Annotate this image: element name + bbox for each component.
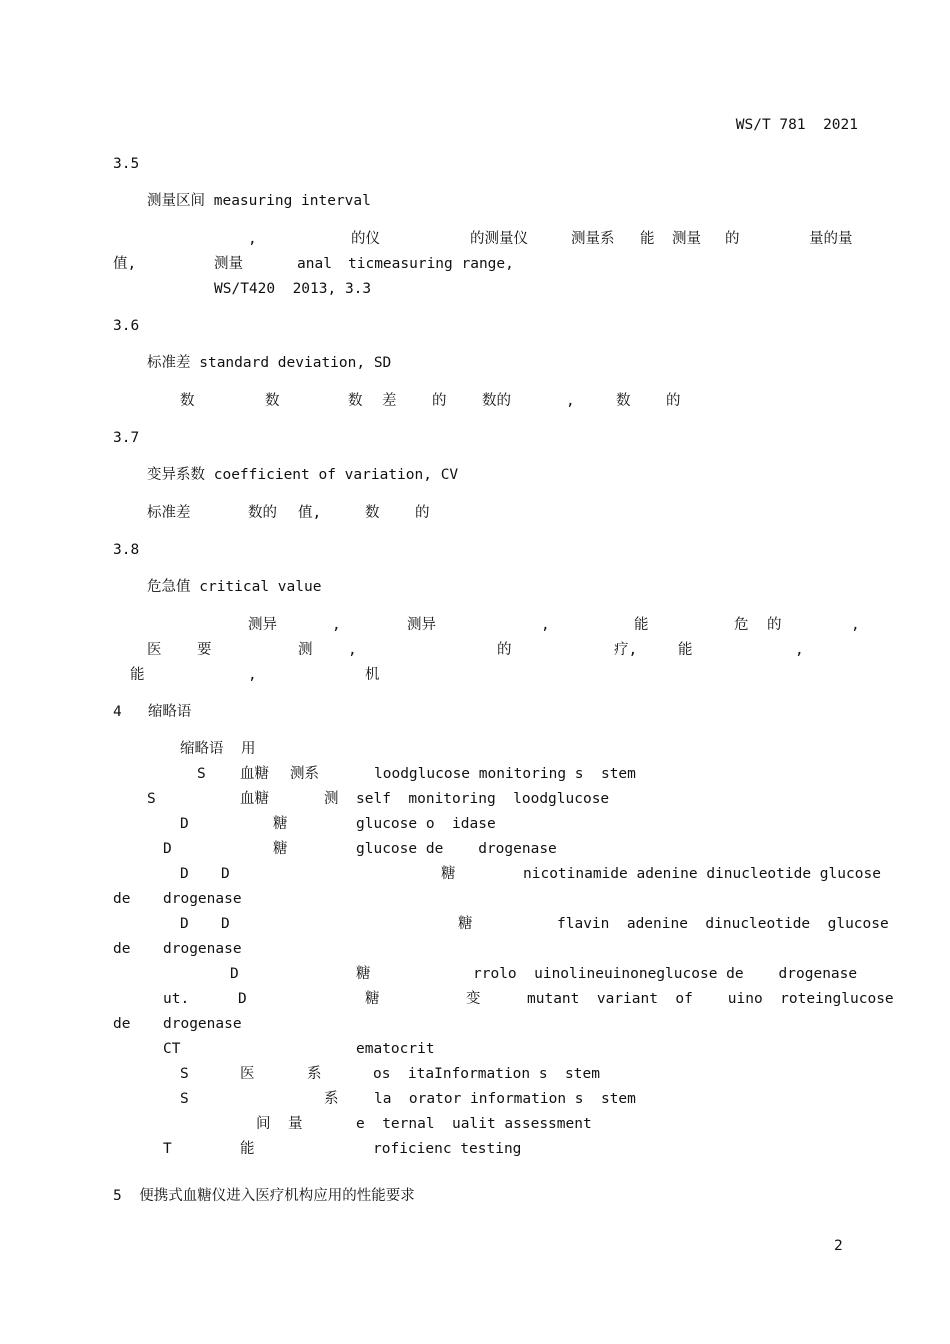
text-fragment-l91: de: [113, 1016, 131, 1032]
text-fragment-l16: 3.6: [113, 318, 140, 334]
text-fragment-l41: 危: [734, 617, 749, 633]
text-fragment-l40: 能: [634, 617, 649, 633]
text-fragment-l85: rrolo uinolineuinoneglucose de drogenase: [473, 966, 858, 982]
text-fragment-l63: 测: [324, 791, 339, 807]
text-fragment-l73: 糖: [441, 866, 456, 882]
text-fragment-l01: 3.5: [113, 156, 140, 172]
text-fragment-l43: ,: [851, 617, 860, 633]
text-fragment-l08: 测量: [672, 231, 701, 247]
text-fragment-l93: CT: [163, 1041, 181, 1057]
text-fragment-l70: glucose de drogenase: [356, 841, 557, 857]
text-fragment-l49: 疗,: [614, 642, 638, 658]
text-fragment-l74: nicotinamide adenine dinucleotide glucose: [523, 866, 881, 882]
text-fragment-l50: 能: [678, 642, 693, 658]
text-fragment-l27: 3.7: [113, 430, 140, 446]
text-fragment-l26: 的: [666, 393, 681, 409]
text-fragment-l55: 4 缩略语: [113, 704, 192, 720]
text-fragment-l19: 数: [265, 393, 280, 409]
text-fragment-l83: D: [230, 966, 239, 982]
text-fragment-l84: 糖: [356, 966, 371, 982]
text-fragment-l35: 危急值 critical value: [147, 579, 322, 595]
text-fragment-l95: S: [180, 1066, 189, 1082]
text-fragment-l29: 标准差: [147, 505, 191, 521]
text-fragment-l23: 数的: [482, 393, 511, 409]
text-fragment-l99: S: [180, 1091, 189, 1107]
text-fragment-l05: 的测量仪: [470, 231, 528, 247]
text-fragment-l25: 数: [616, 393, 631, 409]
text-fragment-l90: mutant variant of uino roteinglucose: [527, 991, 894, 1007]
text-fragment-l51: ,: [795, 642, 804, 658]
text-fragment-l107: 5 便携式血糖仪进入医疗机构应用的性能要求: [113, 1188, 415, 1204]
text-fragment-l94: ematocrit: [356, 1041, 435, 1057]
text-fragment-l45: 要: [197, 642, 212, 658]
text-fragment-l96: 医: [240, 1066, 255, 1082]
text-fragment-l97: 系: [307, 1066, 322, 1082]
text-fragment-l48: 的: [497, 642, 512, 658]
text-fragment-l02: 测量区间 measuring interval: [147, 193, 371, 209]
text-fragment-l36: 测异: [248, 617, 277, 633]
text-fragment-l59: 测系: [290, 766, 319, 782]
text-fragment-l38: 测异: [407, 617, 436, 633]
text-fragment-l09: 的: [725, 231, 740, 247]
text-fragment-l79: 糖: [458, 916, 473, 932]
page-number: 2: [834, 1238, 843, 1254]
text-fragment-l104: T: [163, 1141, 172, 1157]
text-fragment-l28: 变异系数 coefficient of variation, CV: [147, 467, 459, 483]
text-fragment-l60: loodglucose monitoring s stem: [374, 766, 636, 782]
text-fragment-l22: 的: [432, 393, 447, 409]
text-fragment-l33: 的: [415, 505, 430, 521]
document-header: WS/T 781 2021: [735, 117, 858, 133]
text-fragment-l80: flavin adenine dinucleotide glucose: [557, 916, 889, 932]
text-fragment-l03: ,: [248, 231, 257, 247]
text-fragment-l17: 标准差 standard deviation, SD: [147, 355, 392, 371]
text-fragment-l102: 间 量: [256, 1116, 303, 1132]
text-fragment-l34: 3.8: [113, 542, 140, 558]
text-fragment-l32: 数: [365, 505, 380, 521]
text-fragment-l100: 系: [324, 1091, 339, 1107]
text-fragment-l12: 测量: [214, 256, 243, 272]
text-fragment-l64: self monitoring loodglucose: [356, 791, 610, 807]
text-fragment-l89: 变: [466, 991, 481, 1007]
text-fragment-l71: D: [180, 866, 189, 882]
text-fragment-l106: roficienc testing: [373, 1141, 522, 1157]
text-fragment-l88: 糖: [365, 991, 380, 1007]
text-fragment-l18: 数: [180, 393, 195, 409]
text-fragment-l54: 机: [365, 667, 380, 683]
text-fragment-l69: 糖: [273, 841, 288, 857]
text-fragment-l101: la orator information s stem: [374, 1091, 636, 1107]
text-fragment-l103: e ternal ualit assessment: [356, 1116, 592, 1132]
text-fragment-l47: ,: [348, 642, 357, 658]
text-fragment-l52: 能: [130, 667, 145, 683]
text-fragment-l81: de: [113, 941, 131, 957]
text-fragment-l44: 医: [147, 642, 162, 658]
text-fragment-l39: ,: [541, 617, 550, 633]
text-fragment-l04: 的仪: [351, 231, 380, 247]
text-fragment-l30: 数的: [248, 505, 277, 521]
text-fragment-l56: 缩略语 用: [180, 741, 256, 757]
text-fragment-l82: drogenase: [163, 941, 242, 957]
text-fragment-l61: S: [147, 791, 156, 807]
text-fragment-l66: 糖: [273, 816, 288, 832]
text-fragment-l86: ut.: [163, 991, 190, 1007]
text-fragment-l72: D: [221, 866, 230, 882]
text-fragment-l06: 测量系: [571, 231, 615, 247]
text-fragment-l31: 值,: [298, 505, 322, 521]
text-fragment-l46: 测: [298, 642, 313, 658]
text-fragment-l13: anal: [297, 256, 332, 272]
text-fragment-l58: 血糖: [240, 766, 269, 782]
text-fragment-l77: D: [180, 916, 189, 932]
text-fragment-l67: glucose o idase: [356, 816, 496, 832]
text-fragment-l62: 血糖: [240, 791, 269, 807]
text-fragment-l65: D: [180, 816, 189, 832]
text-fragment-l87: D: [238, 991, 247, 1007]
text-fragment-l21: 差: [382, 393, 397, 409]
text-fragment-l76: drogenase: [163, 891, 242, 907]
text-fragment-l37: ,: [332, 617, 341, 633]
text-fragment-l07: 能: [640, 231, 655, 247]
text-fragment-l92: drogenase: [163, 1016, 242, 1032]
text-fragment-l53: ,: [248, 667, 257, 683]
text-fragment-l75: de: [113, 891, 131, 907]
text-fragment-l78: D: [221, 916, 230, 932]
text-fragment-l24: ,: [566, 393, 575, 409]
text-fragment-l20: 数: [348, 393, 363, 409]
text-fragment-l68: D: [163, 841, 172, 857]
text-fragment-l14: ticmeasuring range,: [348, 256, 514, 272]
text-fragment-l57: S: [197, 766, 206, 782]
text-fragment-l98: os itaInformation s stem: [373, 1066, 600, 1082]
text-fragment-l105: 能: [240, 1141, 255, 1157]
text-fragment-l15: WS/T420 2013, 3.3: [214, 281, 372, 297]
text-fragment-l11: 值,: [113, 256, 137, 272]
text-fragment-l42: 的: [767, 617, 782, 633]
text-fragment-l10: 量的量: [809, 231, 853, 247]
